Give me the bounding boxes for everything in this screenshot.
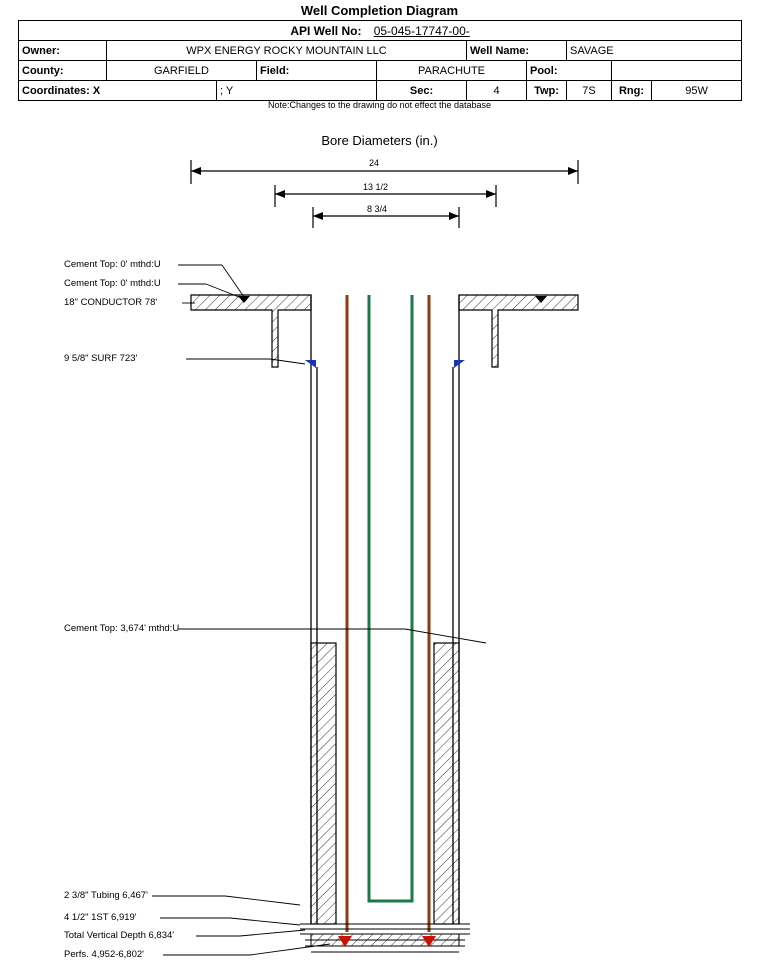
database-note: Note:Changes to the drawing do not effect the database — [268, 100, 491, 110]
conductor-casing — [191, 295, 578, 367]
bore-dim-24: 24 — [369, 158, 380, 168]
field-value: PARACHUTE — [377, 61, 527, 81]
township-label: Twp: — [527, 81, 567, 101]
api-value: 05-045-17747-00- — [373, 23, 470, 38]
annotation-surface-casing: 9 5/8" SURF 723' — [64, 353, 138, 364]
bottom-hole-detail — [300, 924, 470, 952]
county-value: GARFIELD — [107, 61, 257, 81]
annotation-production-casing: 4 1/2" 1ST 6,919' — [64, 912, 137, 923]
owner-value: WPX ENERGY ROCKY MOUNTAIN LLC — [107, 41, 467, 61]
dimension-lines — [191, 160, 578, 228]
annotation-cement-top-3: Cement Top: 3,674' mthd:U — [64, 623, 180, 634]
section-value: 4 — [467, 81, 527, 101]
casing-shoe-markers — [305, 360, 465, 368]
coordinates-value: ; Y — [217, 81, 377, 101]
annotation-cement-top-1: Cement Top: 0' mthd:U — [64, 259, 161, 270]
field-label: Field: — [257, 61, 377, 81]
range-value: 95W — [652, 81, 742, 101]
annotation-perfs: Perfs. 4,952-6,802' — [64, 949, 144, 960]
api-label: API Well No: — [290, 23, 362, 38]
township-value: 7S — [567, 81, 612, 101]
bore-diameters-title: Bore Diameters (in.) — [321, 133, 438, 148]
bore-dim-8-3-4: 8 3/4 — [367, 204, 388, 214]
county-label: County: — [19, 61, 107, 81]
pool-label: Pool: — [527, 61, 612, 81]
tubing-string — [369, 295, 412, 901]
well-name-value: SAVAGE — [567, 41, 742, 61]
annotation-cement-top-2: Cement Top: 0' mthd:U — [64, 278, 161, 289]
well-name-label: Well Name: — [467, 41, 567, 61]
annotation-tubing: 2 3/8" Tubing 6,467' — [64, 890, 148, 901]
production-casing — [347, 295, 429, 932]
owner-label: Owner: — [19, 41, 107, 61]
annotation-tvd: Total Vertical Depth 6,834' — [64, 930, 175, 941]
section-label: Sec: — [377, 81, 467, 101]
bore-dim-13-1-2: 13 1/2 — [363, 182, 389, 192]
range-label: Rng: — [612, 81, 652, 101]
cement-annulus — [311, 643, 459, 924]
coordinates-label: Coordinates: X — [19, 81, 217, 101]
annotation-conductor: 18" CONDUCTOR 78' — [64, 297, 158, 308]
page-title: Well Completion Diagram — [300, 3, 459, 18]
